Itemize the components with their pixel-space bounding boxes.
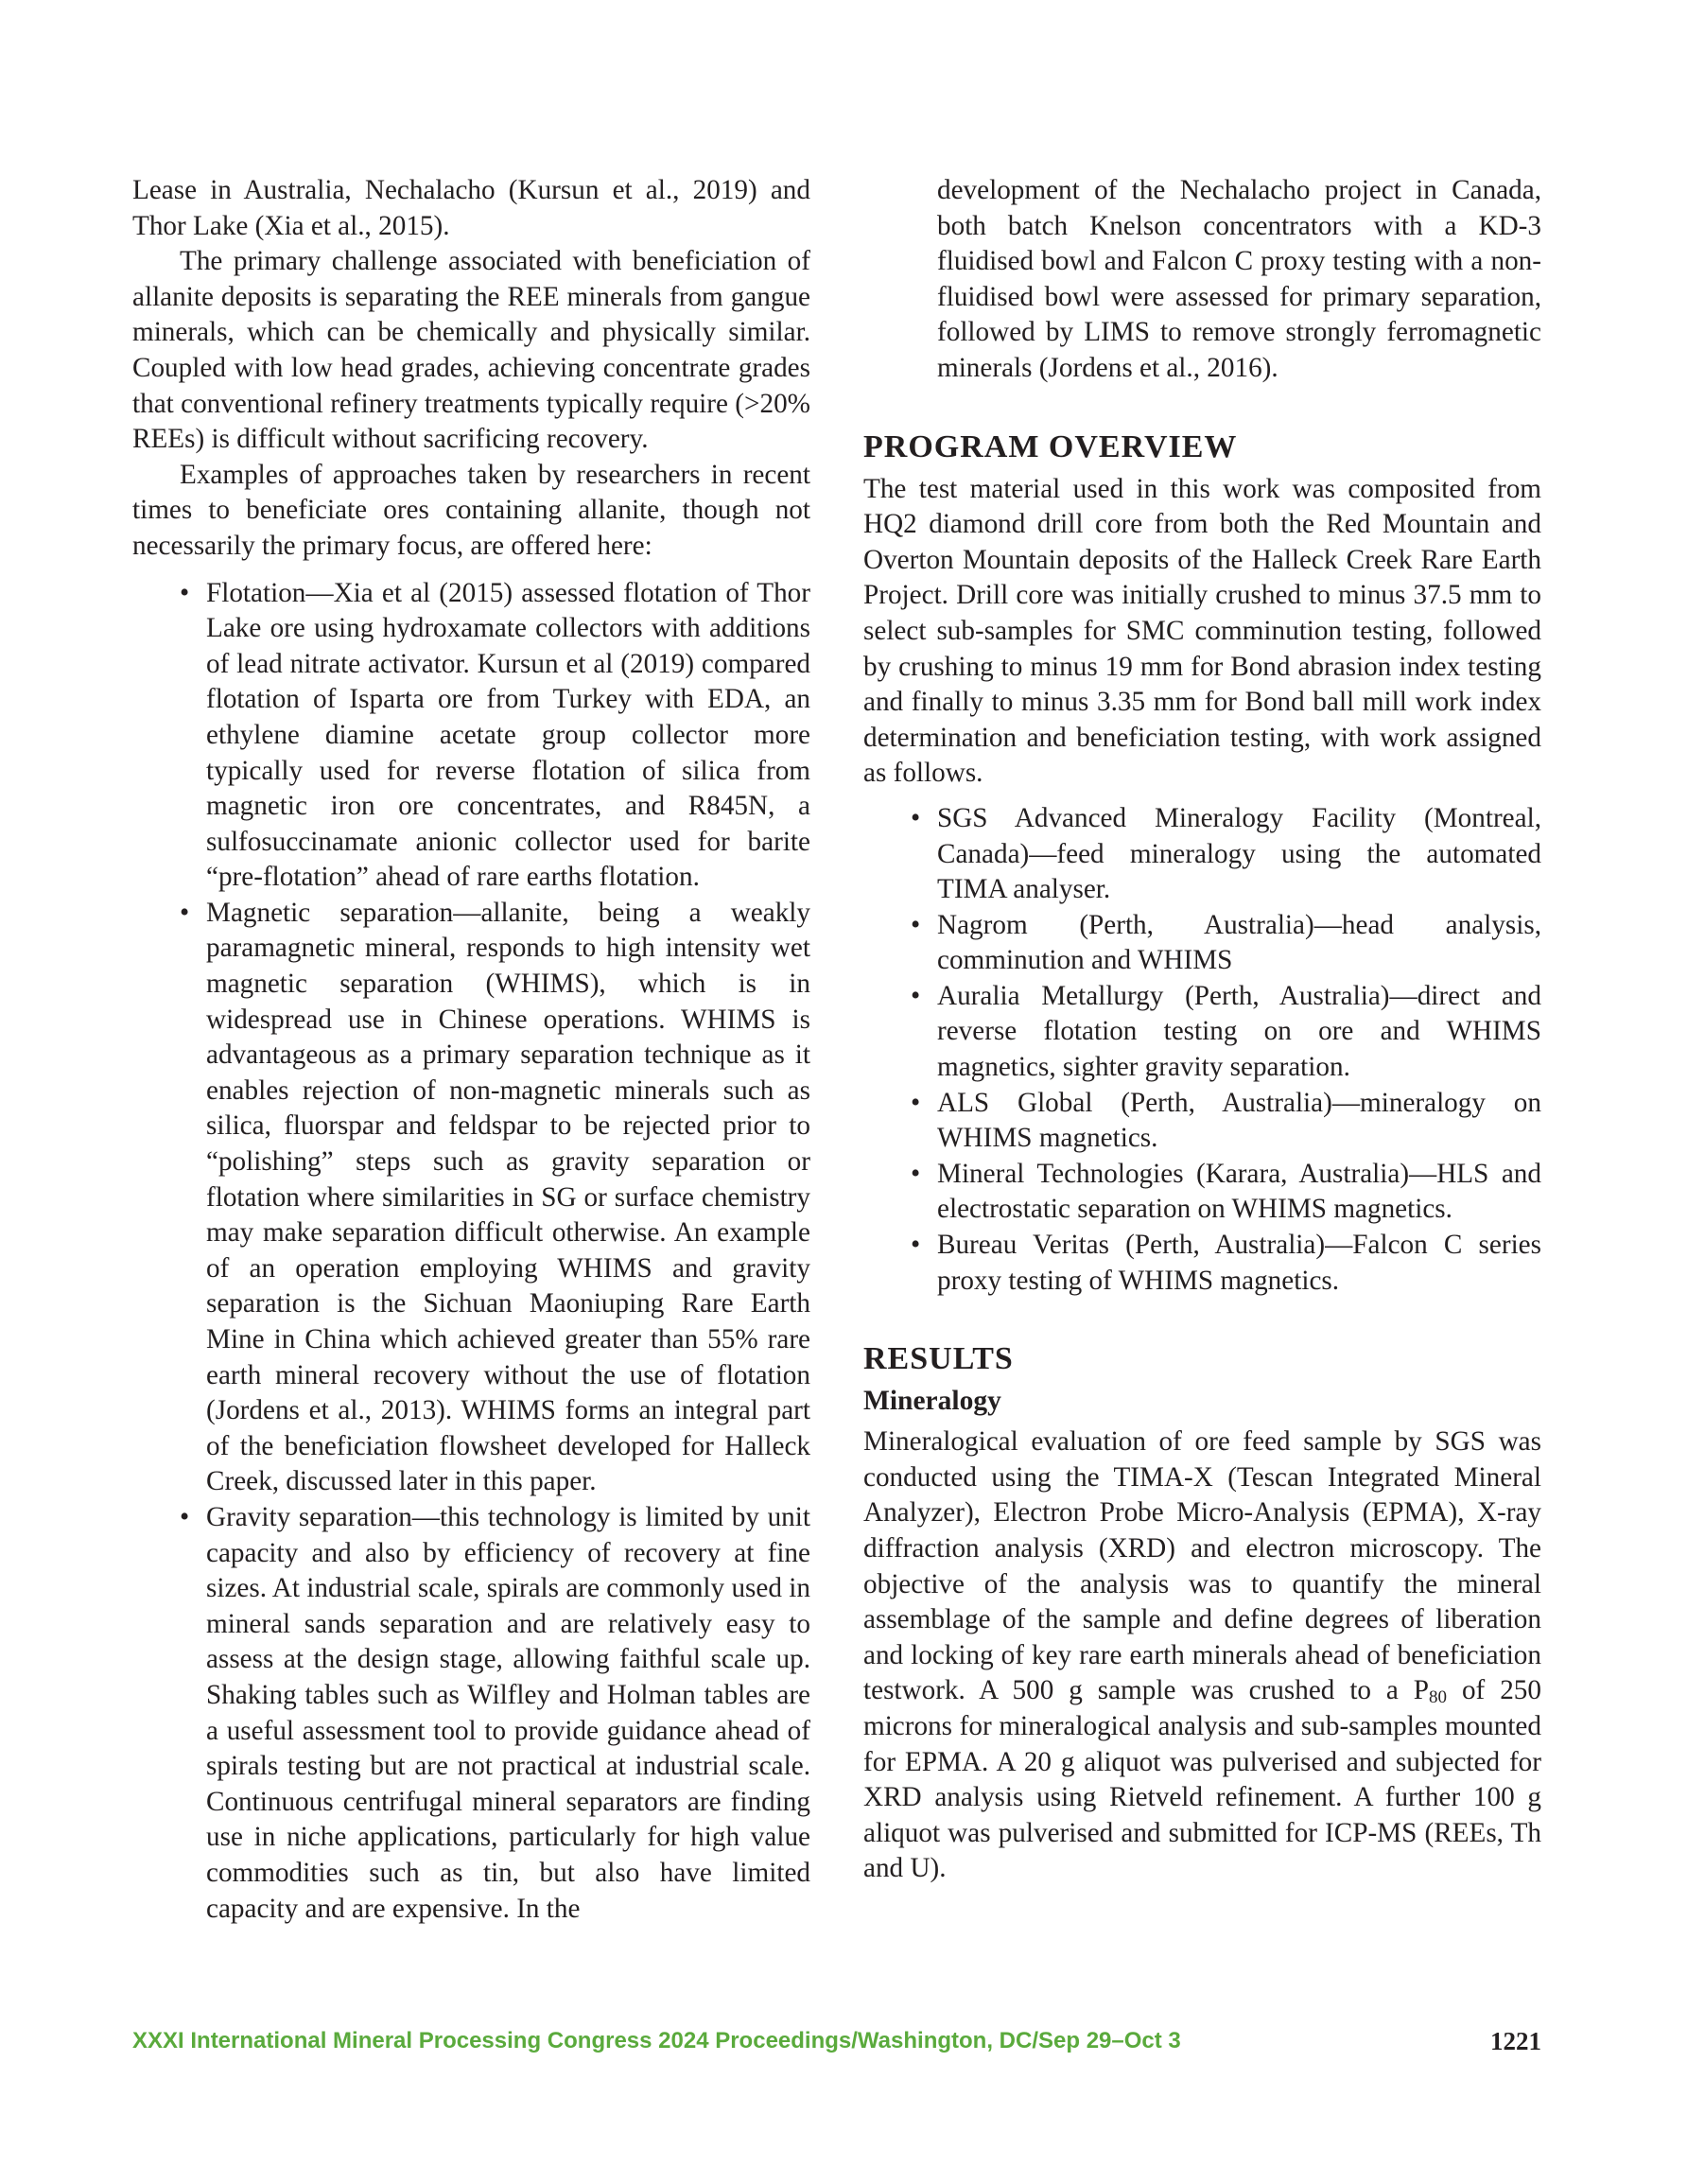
list-item-gravity-separation: • Gravity separation—this technology is limited by unit capacity and also by efficiency of recovery at fine sizes. At industrial scale, spirals are commonly used in mineral sands separation and are relatively easy to assess at the design stage, allowing faithful scale up. Shaking tables such as Wilfley and Holman tables are a useful assessment tool to provide guidance ahead of spirals testing but are not practical at industrial scale. Continuous centrifugal mineral separators are finding use in niche applications, particularly for high value commodities such as tin, but also have limited capacity and are expensive. In the (206, 1500, 810, 1927)
section-heading-program-overview: PROGRAM OVERVIEW (863, 428, 1238, 464)
list-item: • SGS Advanced Mineralogy Facility (Montreal, Canada)—feed mineralogy using the automated TIMA analyser. (937, 801, 1541, 908)
section-heading-results: RESULTS (863, 1341, 1014, 1377)
list-item: • Nagrom (Perth, Australia)—head analysis, comminution and WHIMS (937, 908, 1541, 979)
work-assignment-list (863, 801, 1541, 1299)
body-paragraph: development of the Nechalacho project in Canada, both batch Knelson concentrators with a KD-3 fluidised bowl and Falcon C proxy testing with a non-fluidised bowl were assessed for primary separation, followed by LIMS to remove strongly ferromagnetic minerals (Jordens et al., 2016). (937, 175, 1541, 383)
conference-footer-text: XXXI International Mineral Processing Congress 2024 Proceedings/Washington, DC/Sep 29–Oct 3 (132, 2028, 1181, 2053)
list-item: • Auralia Metallurgy (Perth, Australia)—direct and reverse flotation testing on ore and WHIMS magnetics, sighter gravity separation. (937, 979, 1541, 1086)
body-paragraph: Lease in Australia, Nechalacho (Kursun et al., 2019) and Thor Lake (Xia et al., 2015). (132, 175, 810, 241)
list-item: • Mineral Technologies (Karara, Australia)—HLS and electrostatic separation on WHIMS magnetics. (937, 1157, 1541, 1228)
right-column (863, 173, 1541, 1887)
mineralogy-text-part2: of 250 microns for mineralogical analysis and sub-samples mounted for EPMA. A 20 g aliquot was pulverised and subjected for XRD analysis using Rietveld refinement. A further 100 g aliquot was pulverised and submitted for ICP-MS (REEs, Th and U). (863, 1675, 1541, 1884)
body-paragraph: The primary challenge associated with beneficiation of allanite deposits is separating the REE minerals from gangue minerals, which can be chemically and physically similar. Coupled with low head grades, achieving concentrate grades that conventional refinery treatments typically require (>20% REEs) is difficult without sacrificing recovery. (132, 246, 810, 455)
body-paragraph: The test material used in this work was composited from HQ2 diamond drill core from both the Red Mountain and Overton Mountain deposits of the Halleck Creek Rare Earth Project. Drill core was initially crushed to minus 37.5 mm to select sub-samples for SMC comminution testing, followed by crushing to minus 19 mm for Bond abrasion index testing and finally to minus 3.35 mm for Bond ball mill work index determination and beneficiation testing, with work assigned as follows. (863, 473, 1541, 789)
body-paragraph: Examples of approaches taken by researchers in recent times to beneficiate ores containing allanite, though not necessarily the primary focus, are offered here: (132, 459, 810, 561)
page-number: 1221 (1490, 2027, 1541, 2055)
subsection-heading-mineralogy: Mineralogy (863, 1386, 1001, 1417)
list-item: • ALS Global (Perth, Australia)—mineralogy on WHIMS magnetics. (937, 1086, 1541, 1157)
mineralogy-text-part1: Mineralogical evaluation of ore feed sample by SGS was conducted using the TIMA-X (Tescan Integrated Mineral Analyzer), Electron Probe Micro-Analysis (EPMA), X-ray diffraction analysis (XRD) and electron microscopy. The objective of the analysis was to quantify the mineral assemblage of the sample and define degrees of liberation and locking of key rare earth minerals ahead of beneficiation testwork. A 500 g sample was crushed to a P (863, 1426, 1541, 1706)
body-paragraph-mineralogy (863, 1424, 1541, 1887)
subscript-80: 80 (1429, 1687, 1448, 1708)
list-item: • Bureau Veritas (Perth, Australia)—Falcon C series proxy testing of WHIMS magnetics. (937, 1228, 1541, 1299)
left-column (132, 173, 810, 1927)
list-item-flotation: • Flotation—Xia et al (2015) assessed flotation of Thor Lake ore using hydroxamate collectors with additions of lead nitrate activator. Kursun et al (2019) compared flotation of Isparta ore from Turkey with EDA, an ethylene diamine acetate group collector more typically used for reverse flotation of silica from magnetic iron ore concentrates, and R845N, a sulfosuccinamate anionic collector used for barite “pre-flotation” ahead of rare earths flotation. (206, 576, 810, 896)
page-footer (132, 2025, 1541, 2063)
approaches-list (132, 576, 810, 1928)
list-item-magnetic-separation: • Magnetic separation—allanite, being a weakly paramagnetic mineral, responds to high intensity wet magnetic separation (WHIMS), which is in widespread use in Chinese operations. WHIMS is advantageous as a primary separation technique as it enables rejection of non-magnetic minerals such as silica, fluorspar and feldspar to be rejected prior to “polishing” steps such as gravity separation or flotation where similarities in SG or surface chemistry may make separation difficult otherwise. An example of an operation employing WHIMS and gravity separation is the Sichuan Maoniuping Rare Earth Mine in China which achieved greater than 55% rare earth mineral recovery without the use of flotation (Jordens et al., 2013). WHIMS forms an integral part of the beneficiation flowsheet developed for Halleck Creek, discussed later in this paper. (206, 896, 810, 1500)
